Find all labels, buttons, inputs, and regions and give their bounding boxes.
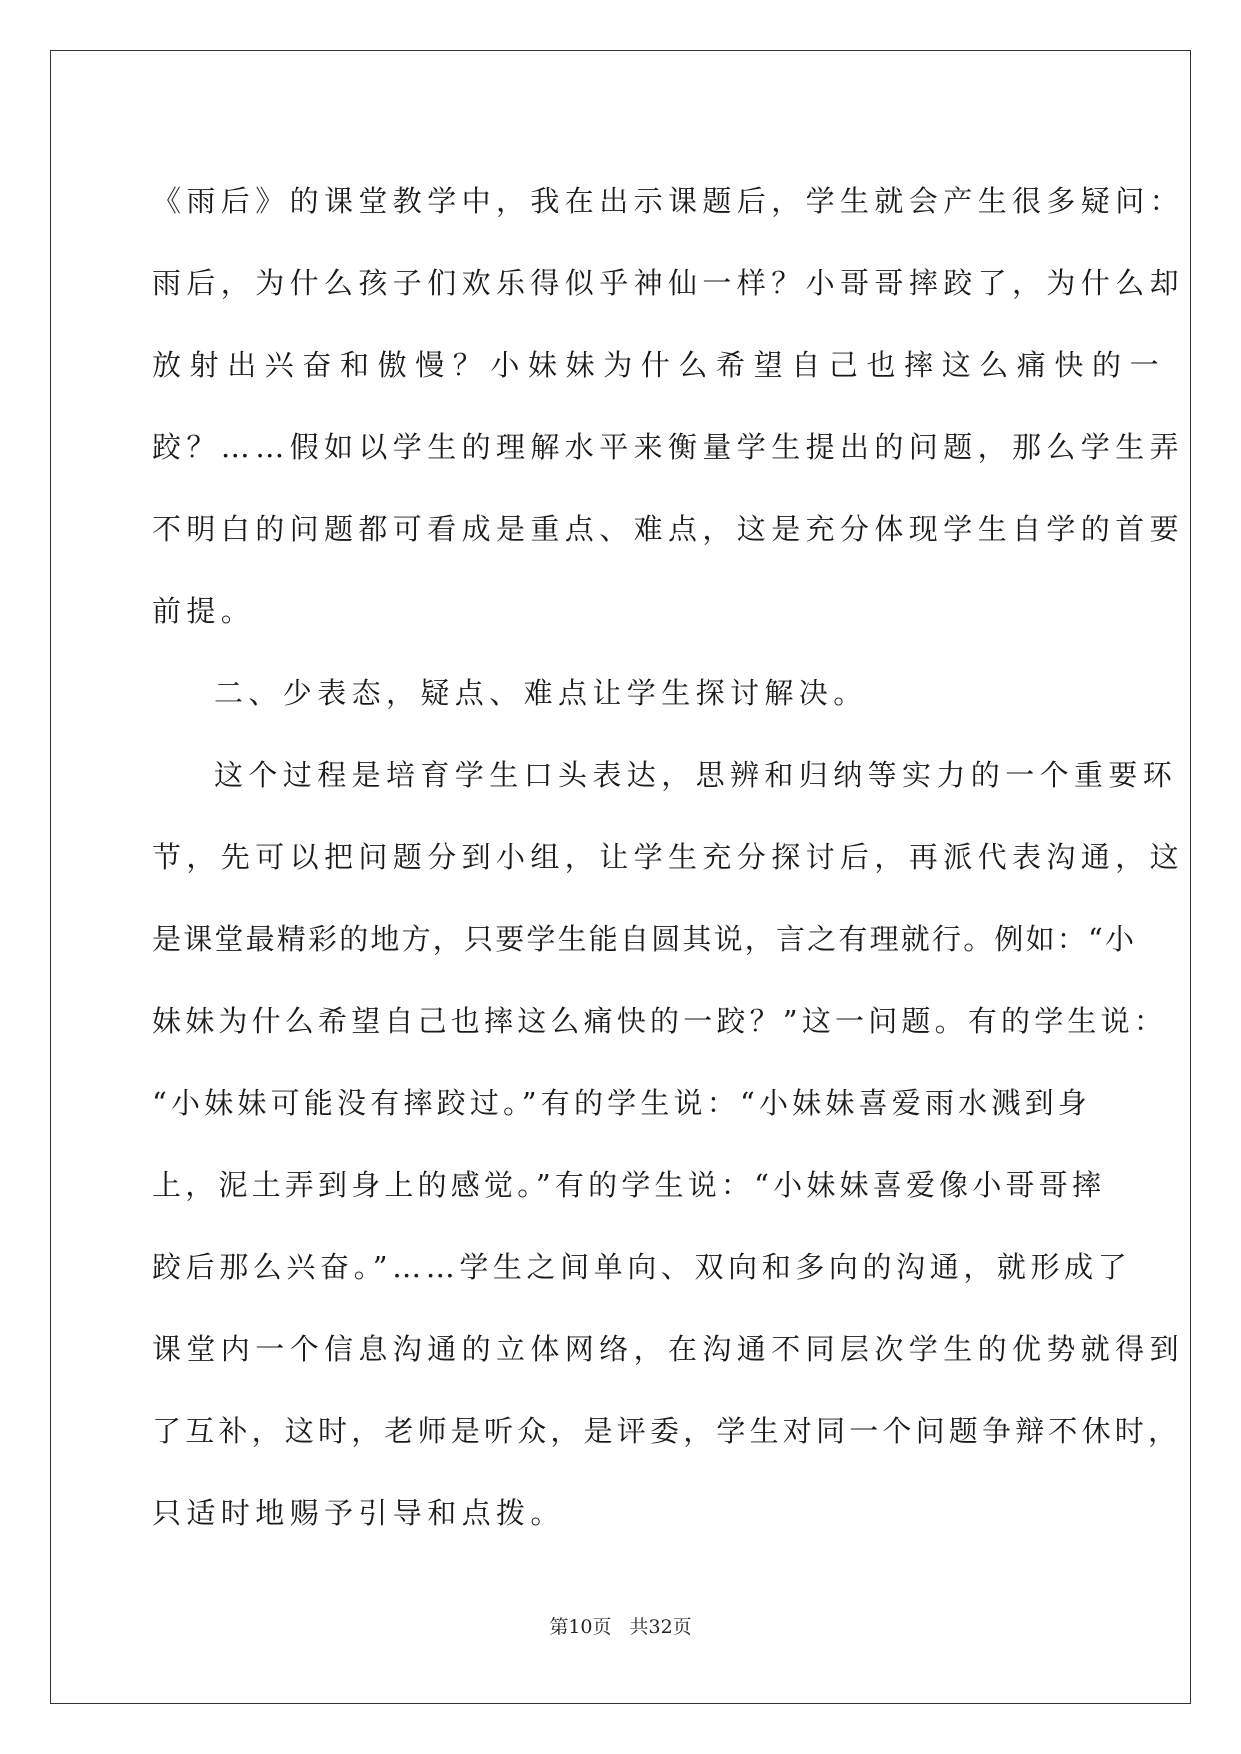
section-heading: 二、少表态，疑点、难点让学生探讨解决。 [214, 676, 868, 710]
current-page-number: 第10页 [549, 1616, 612, 1638]
text-line: 前提。 [152, 594, 256, 628]
document-body [152, 160, 1185, 1554]
text-line: 放射出兴奋和傲慢？小妹妹为什么希望自己也摔这么痛快的一 [152, 348, 1168, 382]
text-line: 《雨后》的课堂教学中，我在出示课题后，学生就会产生很多疑问： [152, 184, 1185, 218]
text-line: 跤后那么兴奋。”……学生之间单向、双向和多向的沟通，就形成了 [152, 1250, 1132, 1284]
text-line: 节，先可以把问题分到小组，让学生充分探讨后，再派代表沟通，这 [152, 840, 1185, 874]
text-line: 妹妹为什么希望自己也摔这么痛快的一跤？”这一问题。有的学生说： [152, 1004, 1168, 1038]
text-line: 这个过程是培育学生口头表达，思辨和归纳等实力的一个重要环 [214, 758, 1178, 792]
text-line: 不明白的问题都可看成是重点、难点，这是充分体现学生自学的首要 [152, 512, 1185, 546]
page-footer [0, 1612, 1241, 1639]
text-line: 了互补，这时，老师是听众，是评委，学生对同一个问题争辩不休时， [152, 1414, 1182, 1448]
total-pages: 共32页 [629, 1616, 692, 1638]
text-line: 是课堂最精彩的地方，只要学生能自圆其说，言之有理就行。例如：“小 [152, 922, 1137, 956]
text-line: “小妹妹可能没有摔跤过。”有的学生说：“小妹妹喜爱雨水溅到身 [152, 1086, 1091, 1120]
text-line: 上，泥土弄到身上的感觉。”有的学生说：“小妹妹喜爱像小哥哥摔 [152, 1168, 1106, 1202]
text-line: 只适时地赐予引导和点拨。 [152, 1496, 565, 1530]
text-line: 雨后，为什么孩子们欢乐得似乎神仙一样？小哥哥摔跤了，为什么却 [152, 266, 1185, 300]
text-line: 跤？……假如以学生的理解水平来衡量学生提出的问题，那么学生弄 [152, 430, 1185, 464]
text-line: 课堂内一个信息沟通的立体网络，在沟通不同层次学生的优势就得到 [152, 1332, 1185, 1366]
